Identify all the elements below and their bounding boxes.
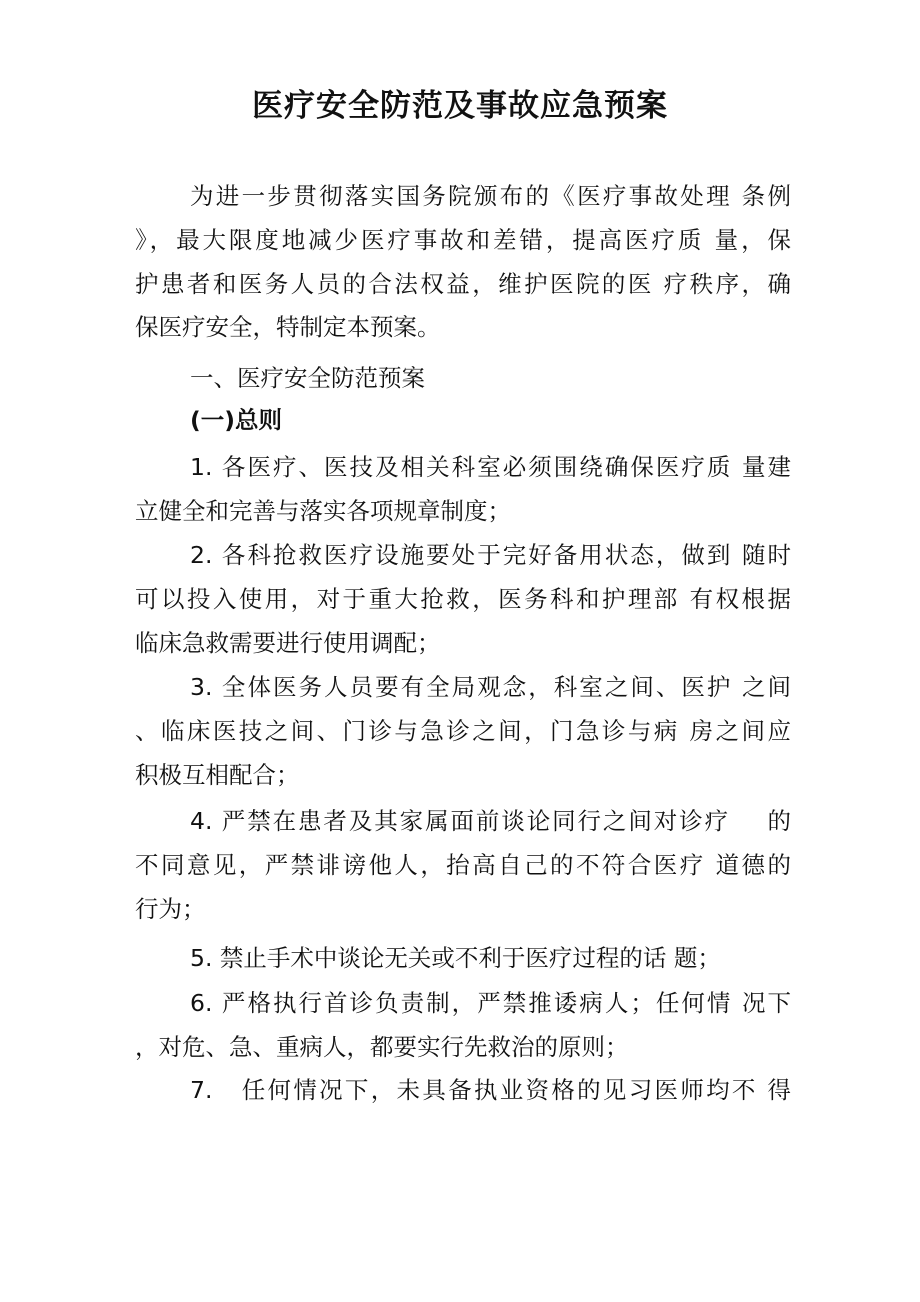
text-line: 4. 严禁在患者及其家属面前谈论同行之间对诊疗 的 [190, 807, 791, 835]
text-line: 护患者和医务人员的合法权益，维护医院的医 疗秩序，确 [135, 270, 791, 298]
document-title: 医疗安全防范及事故应急预案 [252, 88, 668, 124]
text-line: ，对危、急、重病人，都要实行先救治的原则； [135, 1033, 629, 1061]
text-line: 、临床医技之间、门诊与急诊之间，门急诊与病 房之间应 [135, 717, 791, 745]
text-line: 为进一步贯彻落实国务院颁布的《医疗事故处理 条例 [190, 182, 791, 210]
text-line: 6. 严格执行首诊负责制，严禁推诿病人；任何情 况下 [190, 989, 791, 1017]
text-line: 可以投入使用，对于重大抢救，医务科和护理部 有权根据 [135, 585, 791, 613]
text-line: 7. 任何情况下，未具备执业资格的见习医师均不 得 [190, 1076, 791, 1104]
text-line: 临床急救需要进行使用调配； [135, 629, 441, 657]
subsection-heading: (一)总则 [190, 406, 282, 434]
text-line: 》，最大限度地减少医疗事故和差错，提高医疗质 量，保 [135, 226, 791, 254]
text-line: 3. 全体医务人员要有全局观念，科室之间、医护 之间 [190, 673, 791, 701]
text-line: 保医疗安全，特制定本预案。 [135, 313, 441, 341]
text-line: 2. 各科抢救医疗设施要处于完好备用状态，做到 随时 [190, 541, 791, 569]
section-heading: 一、医疗安全防范预案 [190, 364, 425, 392]
text-line: 不同意见，严禁诽谤他人，抬高自己的不符合医疗 道德的 [135, 851, 791, 879]
text-line: 1. 各医疗、医技及相关科室必须围绕确保医疗质 量建 [190, 453, 791, 481]
text-line: 立健全和完善与落实各项规章制度； [135, 497, 511, 525]
text-line: 积极互相配合； [135, 761, 300, 789]
text-line: 5. 禁止手术中谈论无关或不利于医疗过程的话 题； [190, 944, 721, 972]
text-line: 行为； [135, 895, 206, 923]
